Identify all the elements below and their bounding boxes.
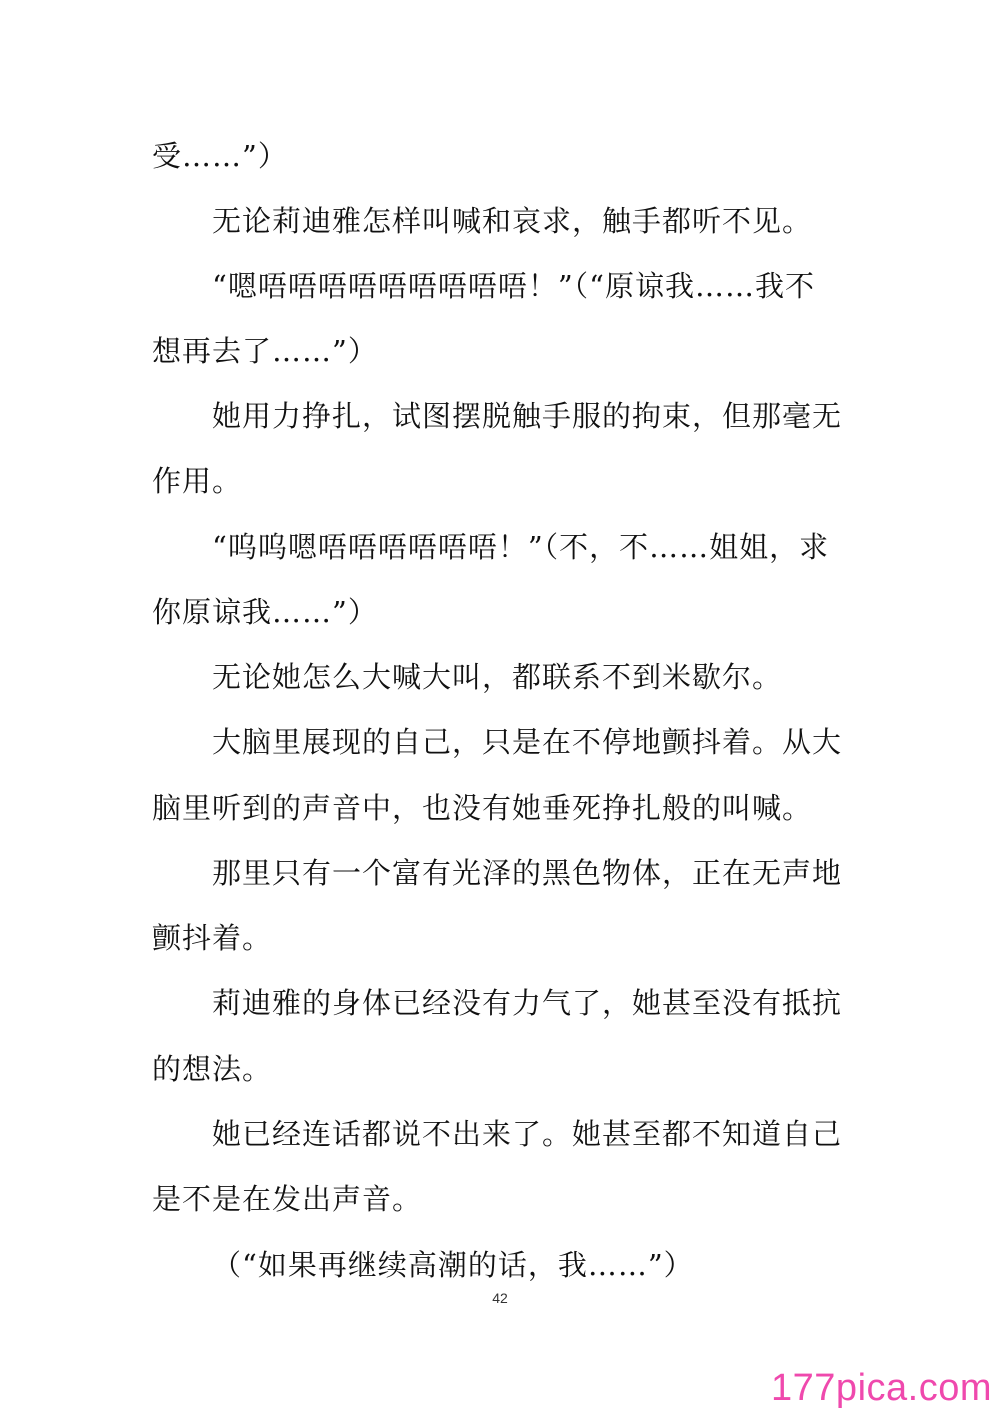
text-line: 受……”） — [152, 139, 288, 173]
text-line: “呜呜嗯唔唔唔唔唔唔！”（不，不……姐姐，求 — [212, 530, 830, 564]
text-line: 她用力挣扎，试图摆脱触手服的拘束，但那毫无 — [212, 399, 843, 433]
text-line: 无论莉迪雅怎样叫喊和哀求，触手都听不见。 — [212, 204, 813, 238]
text-line: 她已经连话都说不出来了。她甚至都不知道自己 — [212, 1117, 843, 1151]
text-line: 无论她怎么大喊大叫，都联系不到米歇尔。 — [212, 660, 783, 694]
text-line: 作用。 — [152, 464, 243, 498]
text-line: （“如果再继续高潮的话，我……”） — [212, 1248, 694, 1282]
text-line: 大脑里展现的自己，只是在不停地颤抖着。从大 — [212, 725, 843, 759]
text-line: 的想法。 — [152, 1052, 273, 1086]
text-line: 你原谅我……”） — [152, 595, 378, 629]
text-line: 是不是在发出声音。 — [152, 1182, 423, 1216]
text-line: “嗯唔唔唔唔唔唔唔唔唔！”（“原谅我……我不 — [212, 269, 815, 303]
page-number: 42 — [492, 1290, 508, 1306]
text-line: 莉迪雅的身体已经没有力气了，她甚至没有抵抗 — [212, 986, 843, 1020]
text-line: 想再去了……”） — [152, 334, 378, 368]
text-line: 那里只有一个富有光泽的黑色物体，正在无声地 — [212, 856, 843, 890]
site-watermark: 177pica.com — [771, 1367, 992, 1409]
text-line: 脑里听到的声音中，也没有她垂死挣扎般的叫喊。 — [152, 791, 813, 825]
text-line: 颤抖着。 — [152, 921, 273, 955]
